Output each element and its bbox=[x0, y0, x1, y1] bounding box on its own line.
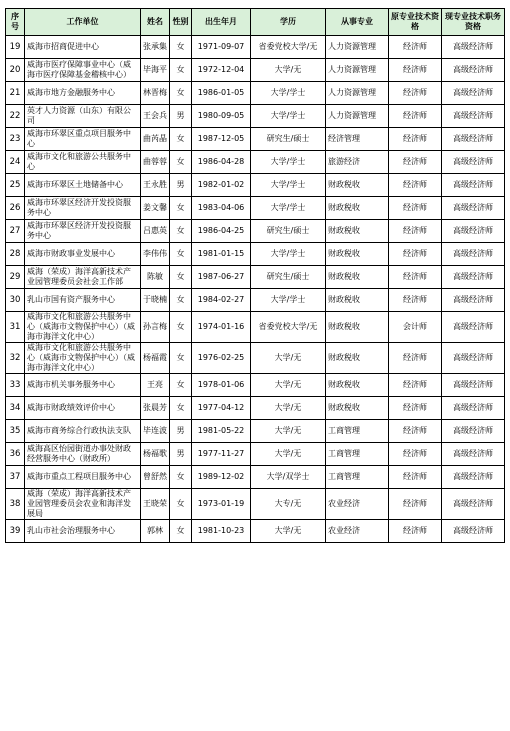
cell-name: 毕海平 bbox=[141, 59, 170, 82]
cell-major: 财政税收 bbox=[326, 243, 389, 266]
cell-no: 25 bbox=[6, 174, 25, 197]
header-current-title: 原专业技术资格 bbox=[389, 9, 442, 36]
cell-held-title: 高级经济师 bbox=[442, 374, 505, 397]
cell-unit: 威海市财政绩效评价中心 bbox=[25, 397, 141, 420]
cell-gender: 女 bbox=[170, 220, 192, 243]
cell-name: 林晋梅 bbox=[141, 82, 170, 105]
cell-gender: 男 bbox=[170, 105, 192, 128]
table-row bbox=[6, 312, 505, 343]
cell-no: 32 bbox=[6, 343, 25, 374]
table-row bbox=[6, 36, 505, 59]
cell-education: 大学/学士 bbox=[251, 82, 326, 105]
table-row bbox=[6, 151, 505, 174]
header-name: 姓名 bbox=[141, 9, 170, 36]
cell-birth: 1987-06-27 bbox=[192, 266, 251, 289]
cell-held-title: 高级经济师 bbox=[442, 343, 505, 374]
cell-name: 王永胜 bbox=[141, 174, 170, 197]
cell-unit: 威海市环翠区经济开发投资服务中心 bbox=[25, 197, 141, 220]
cell-current-title: 经济师 bbox=[389, 59, 442, 82]
cell-major: 人力资源管理 bbox=[326, 59, 389, 82]
cell-current-title: 经济师 bbox=[389, 489, 442, 520]
table-row bbox=[6, 420, 505, 443]
cell-education: 省委党校大学/无 bbox=[251, 36, 326, 59]
table-row bbox=[6, 59, 505, 82]
cell-major: 人力资源管理 bbox=[326, 82, 389, 105]
cell-no: 36 bbox=[6, 443, 25, 466]
cell-unit: 威海市商务综合行政执法支队 bbox=[25, 420, 141, 443]
cell-education: 大学/无 bbox=[251, 443, 326, 466]
cell-education: 大学/学士 bbox=[251, 197, 326, 220]
cell-no: 27 bbox=[6, 220, 25, 243]
cell-name: 曲蓉蓉 bbox=[141, 151, 170, 174]
cell-unit: 威海市文化和旅游公共服务中心（威海市文物保护中心）（威海市海洋文化中心） bbox=[25, 312, 141, 343]
cell-education: 大学/无 bbox=[251, 59, 326, 82]
cell-birth: 1976-02-25 bbox=[192, 343, 251, 374]
cell-birth: 1977-11-27 bbox=[192, 443, 251, 466]
cell-gender: 女 bbox=[170, 312, 192, 343]
cell-no: 29 bbox=[6, 266, 25, 289]
cell-gender: 女 bbox=[170, 397, 192, 420]
cell-current-title: 经济师 bbox=[389, 397, 442, 420]
cell-no: 24 bbox=[6, 151, 25, 174]
cell-major: 财政税收 bbox=[326, 197, 389, 220]
cell-gender: 女 bbox=[170, 197, 192, 220]
cell-held-title: 高级经济师 bbox=[442, 59, 505, 82]
cell-major: 财政税收 bbox=[326, 343, 389, 374]
cell-birth: 1981-01-15 bbox=[192, 243, 251, 266]
cell-held-title: 高级经济师 bbox=[442, 105, 505, 128]
cell-no: 19 bbox=[6, 36, 25, 59]
cell-held-title: 高级经济师 bbox=[442, 151, 505, 174]
cell-education: 大学/无 bbox=[251, 397, 326, 420]
cell-name: 杨福歌 bbox=[141, 443, 170, 466]
cell-held-title: 高级经济师 bbox=[442, 82, 505, 105]
cell-name: 王亮 bbox=[141, 374, 170, 397]
table-row bbox=[6, 443, 505, 466]
cell-major: 经济管理 bbox=[326, 128, 389, 151]
cell-birth: 1986-04-25 bbox=[192, 220, 251, 243]
header-gender: 性别 bbox=[170, 9, 192, 36]
table-header bbox=[6, 9, 505, 36]
cell-name: 郭林 bbox=[141, 520, 170, 543]
cell-major: 工商管理 bbox=[326, 443, 389, 466]
cell-birth: 1973-01-19 bbox=[192, 489, 251, 520]
cell-unit: 威海市地方金融服务中心 bbox=[25, 82, 141, 105]
cell-current-title: 经济师 bbox=[389, 151, 442, 174]
cell-unit: 威海（荣成）海洋高新技术产业园管理委员会农业和海洋发展局 bbox=[25, 489, 141, 520]
cell-education: 大学/无 bbox=[251, 343, 326, 374]
cell-name: 张承集 bbox=[141, 36, 170, 59]
cell-current-title: 经济师 bbox=[389, 343, 442, 374]
table-row bbox=[6, 520, 505, 543]
table-row bbox=[6, 243, 505, 266]
cell-no: 30 bbox=[6, 289, 25, 312]
cell-unit: 威海市文化和旅游公共服务中心 bbox=[25, 151, 141, 174]
cell-gender: 女 bbox=[170, 243, 192, 266]
cell-gender: 男 bbox=[170, 420, 192, 443]
cell-education: 大学/无 bbox=[251, 374, 326, 397]
cell-gender: 女 bbox=[170, 466, 192, 489]
cell-current-title: 经济师 bbox=[389, 220, 442, 243]
cell-education: 大学/双学士 bbox=[251, 466, 326, 489]
cell-current-title: 经济师 bbox=[389, 466, 442, 489]
cell-held-title: 高级经济师 bbox=[442, 443, 505, 466]
cell-unit: 威海（荣成）海洋高新技术产业园管理委员会社会工作部 bbox=[25, 266, 141, 289]
header-major: 从事专业 bbox=[326, 9, 389, 36]
cell-birth: 1972-12-04 bbox=[192, 59, 251, 82]
cell-birth: 1983-04-06 bbox=[192, 197, 251, 220]
cell-unit: 威海市文化和旅游公共服务中心（威海市文物保护中心）（威海市海洋文化中心） bbox=[25, 343, 141, 374]
cell-major: 财政税收 bbox=[326, 266, 389, 289]
cell-name: 曲芮晶 bbox=[141, 128, 170, 151]
cell-birth: 1974-01-16 bbox=[192, 312, 251, 343]
cell-education: 研究生/硕士 bbox=[251, 128, 326, 151]
cell-major: 旅游经济 bbox=[326, 151, 389, 174]
cell-birth: 1987-12-05 bbox=[192, 128, 251, 151]
cell-education: 大学/学士 bbox=[251, 174, 326, 197]
cell-name: 毕连波 bbox=[141, 420, 170, 443]
header-unit: 工作单位 bbox=[25, 9, 141, 36]
cell-education: 大学/学士 bbox=[251, 151, 326, 174]
cell-held-title: 高级经济师 bbox=[442, 397, 505, 420]
table-row bbox=[6, 220, 505, 243]
cell-gender: 女 bbox=[170, 59, 192, 82]
cell-major: 财政税收 bbox=[326, 374, 389, 397]
cell-current-title: 经济师 bbox=[389, 174, 442, 197]
cell-education: 大学/无 bbox=[251, 420, 326, 443]
table-row bbox=[6, 397, 505, 420]
cell-unit: 威海市环翠区土地储备中心 bbox=[25, 174, 141, 197]
cell-unit: 乳山市社会治理服务中心 bbox=[25, 520, 141, 543]
cell-unit: 威海市环翠区重点项目服务中心 bbox=[25, 128, 141, 151]
header-birth: 出生年月 bbox=[192, 9, 251, 36]
cell-unit: 威海市医疗保障事业中心（威海市医疗保障基金稽核中心） bbox=[25, 59, 141, 82]
cell-gender: 女 bbox=[170, 266, 192, 289]
cell-birth: 1989-12-02 bbox=[192, 466, 251, 489]
cell-major: 人力资源管理 bbox=[326, 36, 389, 59]
cell-name: 吕惠英 bbox=[141, 220, 170, 243]
cell-gender: 女 bbox=[170, 151, 192, 174]
cell-current-title: 经济师 bbox=[389, 374, 442, 397]
cell-birth: 1986-04-28 bbox=[192, 151, 251, 174]
cell-no: 37 bbox=[6, 466, 25, 489]
cell-unit: 英才人力资源（山东）有限公司 bbox=[25, 105, 141, 128]
cell-birth: 1980-09-05 bbox=[192, 105, 251, 128]
cell-current-title: 经济师 bbox=[389, 420, 442, 443]
cell-name: 于晓楠 bbox=[141, 289, 170, 312]
cell-no: 35 bbox=[6, 420, 25, 443]
cell-gender: 女 bbox=[170, 343, 192, 374]
cell-held-title: 高级经济师 bbox=[442, 36, 505, 59]
cell-gender: 女 bbox=[170, 36, 192, 59]
cell-major: 财政税收 bbox=[326, 312, 389, 343]
cell-gender: 男 bbox=[170, 174, 192, 197]
cell-name: 张晨芳 bbox=[141, 397, 170, 420]
cell-gender: 女 bbox=[170, 374, 192, 397]
cell-held-title: 高级经济师 bbox=[442, 197, 505, 220]
cell-name: 李伟伟 bbox=[141, 243, 170, 266]
cell-major: 财政税收 bbox=[326, 174, 389, 197]
cell-current-title: 经济师 bbox=[389, 289, 442, 312]
cell-gender: 男 bbox=[170, 443, 192, 466]
cell-current-title: 经济师 bbox=[389, 520, 442, 543]
cell-education: 大学/无 bbox=[251, 520, 326, 543]
cell-gender: 女 bbox=[170, 489, 192, 520]
cell-birth: 1971-09-07 bbox=[192, 36, 251, 59]
cell-held-title: 高级经济师 bbox=[442, 243, 505, 266]
cell-current-title: 经济师 bbox=[389, 82, 442, 105]
cell-gender: 女 bbox=[170, 520, 192, 543]
cell-birth: 1984-02-27 bbox=[192, 289, 251, 312]
cell-no: 20 bbox=[6, 59, 25, 82]
cell-gender: 女 bbox=[170, 82, 192, 105]
cell-current-title: 经济师 bbox=[389, 266, 442, 289]
table-row bbox=[6, 489, 505, 520]
table-body bbox=[6, 36, 505, 543]
cell-birth: 1981-10-23 bbox=[192, 520, 251, 543]
cell-major: 人力资源管理 bbox=[326, 105, 389, 128]
cell-no: 26 bbox=[6, 197, 25, 220]
table-row bbox=[6, 266, 505, 289]
cell-no: 21 bbox=[6, 82, 25, 105]
header-held-title: 现专业技术职务资格 bbox=[442, 9, 505, 36]
cell-birth: 1986-01-05 bbox=[192, 82, 251, 105]
header-no: 序号 bbox=[6, 9, 25, 36]
cell-unit: 威海市招商促进中心 bbox=[25, 36, 141, 59]
cell-major: 农业经济 bbox=[326, 520, 389, 543]
table-row bbox=[6, 289, 505, 312]
cell-unit: 威海市财政事业发展中心 bbox=[25, 243, 141, 266]
cell-current-title: 经济师 bbox=[389, 243, 442, 266]
cell-held-title: 高级经济师 bbox=[442, 420, 505, 443]
cell-education: 省委党校大学/无 bbox=[251, 312, 326, 343]
cell-education: 大学/学士 bbox=[251, 105, 326, 128]
cell-no: 23 bbox=[6, 128, 25, 151]
cell-no: 34 bbox=[6, 397, 25, 420]
cell-education: 研究生/硕士 bbox=[251, 220, 326, 243]
cell-unit: 乳山市国有资产服务中心 bbox=[25, 289, 141, 312]
header-row bbox=[6, 9, 505, 36]
cell-current-title: 会计师 bbox=[389, 312, 442, 343]
cell-current-title: 经济师 bbox=[389, 105, 442, 128]
cell-current-title: 经济师 bbox=[389, 36, 442, 59]
cell-current-title: 经济师 bbox=[389, 128, 442, 151]
cell-held-title: 高级经济师 bbox=[442, 220, 505, 243]
cell-held-title: 高级经济师 bbox=[442, 520, 505, 543]
cell-held-title: 高级经济师 bbox=[442, 289, 505, 312]
cell-major: 财政税收 bbox=[326, 220, 389, 243]
cell-name: 曾舒然 bbox=[141, 466, 170, 489]
cell-held-title: 高级经济师 bbox=[442, 128, 505, 151]
table-row bbox=[6, 105, 505, 128]
cell-no: 33 bbox=[6, 374, 25, 397]
cell-no: 31 bbox=[6, 312, 25, 343]
cell-no: 38 bbox=[6, 489, 25, 520]
cell-birth: 1982-01-02 bbox=[192, 174, 251, 197]
cell-unit: 威海市重点工程项目服务中心 bbox=[25, 466, 141, 489]
table-row bbox=[6, 128, 505, 151]
cell-education: 研究生/硕士 bbox=[251, 266, 326, 289]
cell-name: 王会兵 bbox=[141, 105, 170, 128]
cell-current-title: 经济师 bbox=[389, 443, 442, 466]
cell-education: 大学/学士 bbox=[251, 289, 326, 312]
cell-name: 陈敏 bbox=[141, 266, 170, 289]
cell-birth: 1977-04-12 bbox=[192, 397, 251, 420]
cell-held-title: 高级经济师 bbox=[442, 489, 505, 520]
table-row bbox=[6, 466, 505, 489]
cell-major: 财政税收 bbox=[326, 289, 389, 312]
cell-no: 39 bbox=[6, 520, 25, 543]
cell-major: 农业经济 bbox=[326, 489, 389, 520]
header-education: 学历 bbox=[251, 9, 326, 36]
cell-no: 28 bbox=[6, 243, 25, 266]
cell-no: 22 bbox=[6, 105, 25, 128]
table-row bbox=[6, 343, 505, 374]
cell-name: 王晓荣 bbox=[141, 489, 170, 520]
cell-unit: 威海市环翠区经济开发投资服务中心 bbox=[25, 220, 141, 243]
cell-birth: 1981-05-22 bbox=[192, 420, 251, 443]
table-row bbox=[6, 197, 505, 220]
cell-held-title: 高级经济师 bbox=[442, 466, 505, 489]
table-row bbox=[6, 82, 505, 105]
cell-name: 姜文馨 bbox=[141, 197, 170, 220]
cell-major: 财政税收 bbox=[326, 397, 389, 420]
cell-education: 大专/无 bbox=[251, 489, 326, 520]
cell-unit: 威海高区怡园街道办事处财政经营服务中心（财政所） bbox=[25, 443, 141, 466]
cell-name: 杨福霞 bbox=[141, 343, 170, 374]
cell-current-title: 经济师 bbox=[389, 197, 442, 220]
cell-education: 大学/学士 bbox=[251, 243, 326, 266]
cell-unit: 威海市机关事务服务中心 bbox=[25, 374, 141, 397]
cell-held-title: 高级经济师 bbox=[442, 266, 505, 289]
cell-major: 工商管理 bbox=[326, 466, 389, 489]
table-row bbox=[6, 374, 505, 397]
table-row bbox=[6, 174, 505, 197]
cell-held-title: 高级经济师 bbox=[442, 312, 505, 343]
cell-gender: 女 bbox=[170, 289, 192, 312]
cell-held-title: 高级经济师 bbox=[442, 174, 505, 197]
cell-birth: 1978-01-06 bbox=[192, 374, 251, 397]
cell-gender: 女 bbox=[170, 128, 192, 151]
cell-major: 工商管理 bbox=[326, 420, 389, 443]
roster-table bbox=[5, 8, 505, 543]
cell-name: 孙言梅 bbox=[141, 312, 170, 343]
